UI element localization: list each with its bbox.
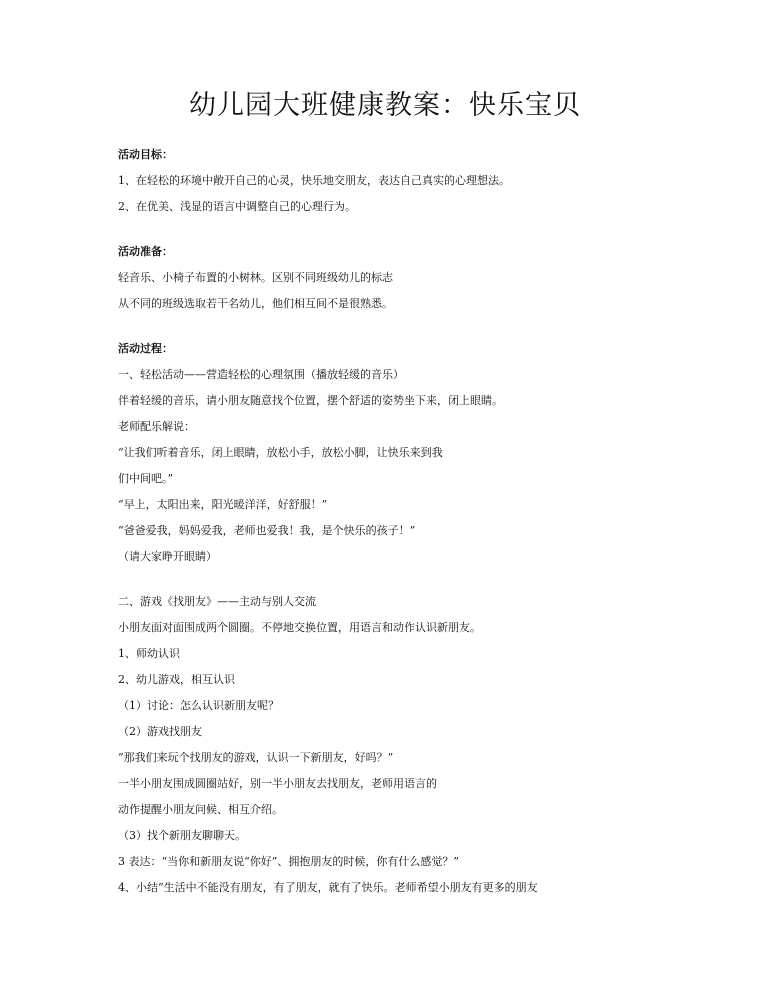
section-goals <box>118 142 652 220</box>
paragraph-line: 4、小结“生活中不能没有朋友，有了朋友，就有了快乐。老师希望小朋友有更多的朋友 <box>118 881 538 894</box>
section-game <box>118 589 652 901</box>
paragraph-line: 二、游戏《找朋友》——主动与别人交流 <box>118 595 316 608</box>
section-preparation <box>118 239 652 317</box>
paragraph-line: 一、轻松活动——营造轻松的心理氛围（播放轻缓的音乐） <box>118 368 404 381</box>
paragraph-line: （1）讨论：怎么认识新朋友呢？ <box>118 699 279 712</box>
paragraph-line: 1、师幼认识 <box>118 647 180 660</box>
paragraph-line: 2、在优美、浅显的语言中调整自己的心理行为。 <box>118 200 356 213</box>
paragraph-line: 一半小朋友围成圆圈站好，别一半小朋友去找朋友，老师用语言的 <box>118 777 437 790</box>
paragraph-line: “早上，太阳出来，阳光暖洋洋，好舒服！” <box>118 498 328 511</box>
section-heading: 活动过程： <box>118 342 173 355</box>
paragraph-line: 动作提醒小朋友问候、相互介绍。 <box>118 803 283 816</box>
paragraph-line: “那我们来玩个找朋友的游戏，认识一下新朋友，好吗？” <box>118 751 394 764</box>
paragraph-line: （3）找个新朋友聊聊天。 <box>118 829 246 842</box>
section-process <box>118 336 652 570</box>
paragraph-line: 1、在轻松的环境中敞开自己的心灵，快乐地交朋友，表达自己真实的心理想法。 <box>118 174 510 187</box>
paragraph-line: “爸爸爱我，妈妈爱我，老师也爱我！我，是个快乐的孩子！” <box>118 524 416 537</box>
paragraph-line: （2）游戏找朋友 <box>118 725 202 738</box>
paragraph-line: 轻音乐、小椅子布置的小树林。区别不同班级幼儿的标志 <box>118 271 393 284</box>
paragraph-line: 们中间吧。” <box>118 472 174 485</box>
paragraph-line: 3 表达：“当你和新朋友说“你好”、拥抱朋友的时候，你有什么感觉？” <box>118 855 459 868</box>
paragraph-line: “让我们听着音乐，闭上眼睛，放松小手，放松小脚，让快乐来到我 <box>118 446 443 459</box>
paragraph-line: 从不同的班级选取若干名幼儿，他们相互间不是很熟悉。 <box>118 297 393 310</box>
section-heading: 活动准备： <box>118 245 173 258</box>
paragraph-line: 伴着轻缓的音乐，请小朋友随意找个位置，摆个舒适的姿势坐下来，闭上眼睛。 <box>118 394 503 407</box>
document-title: 幼儿园大班健康教案：快乐宝贝 <box>189 90 581 121</box>
paragraph-line: （请大家睁开眼睛） <box>118 550 217 563</box>
paragraph-line: 2、幼儿游戏，相互认识 <box>118 673 235 686</box>
paragraph-line: 老师配乐解说： <box>118 420 195 433</box>
section-heading: 活动目标： <box>118 148 173 161</box>
paragraph-line: 小朋友面对面围成两个圆圈。不停地交换位置，用语言和动作认识新朋友。 <box>118 621 481 634</box>
